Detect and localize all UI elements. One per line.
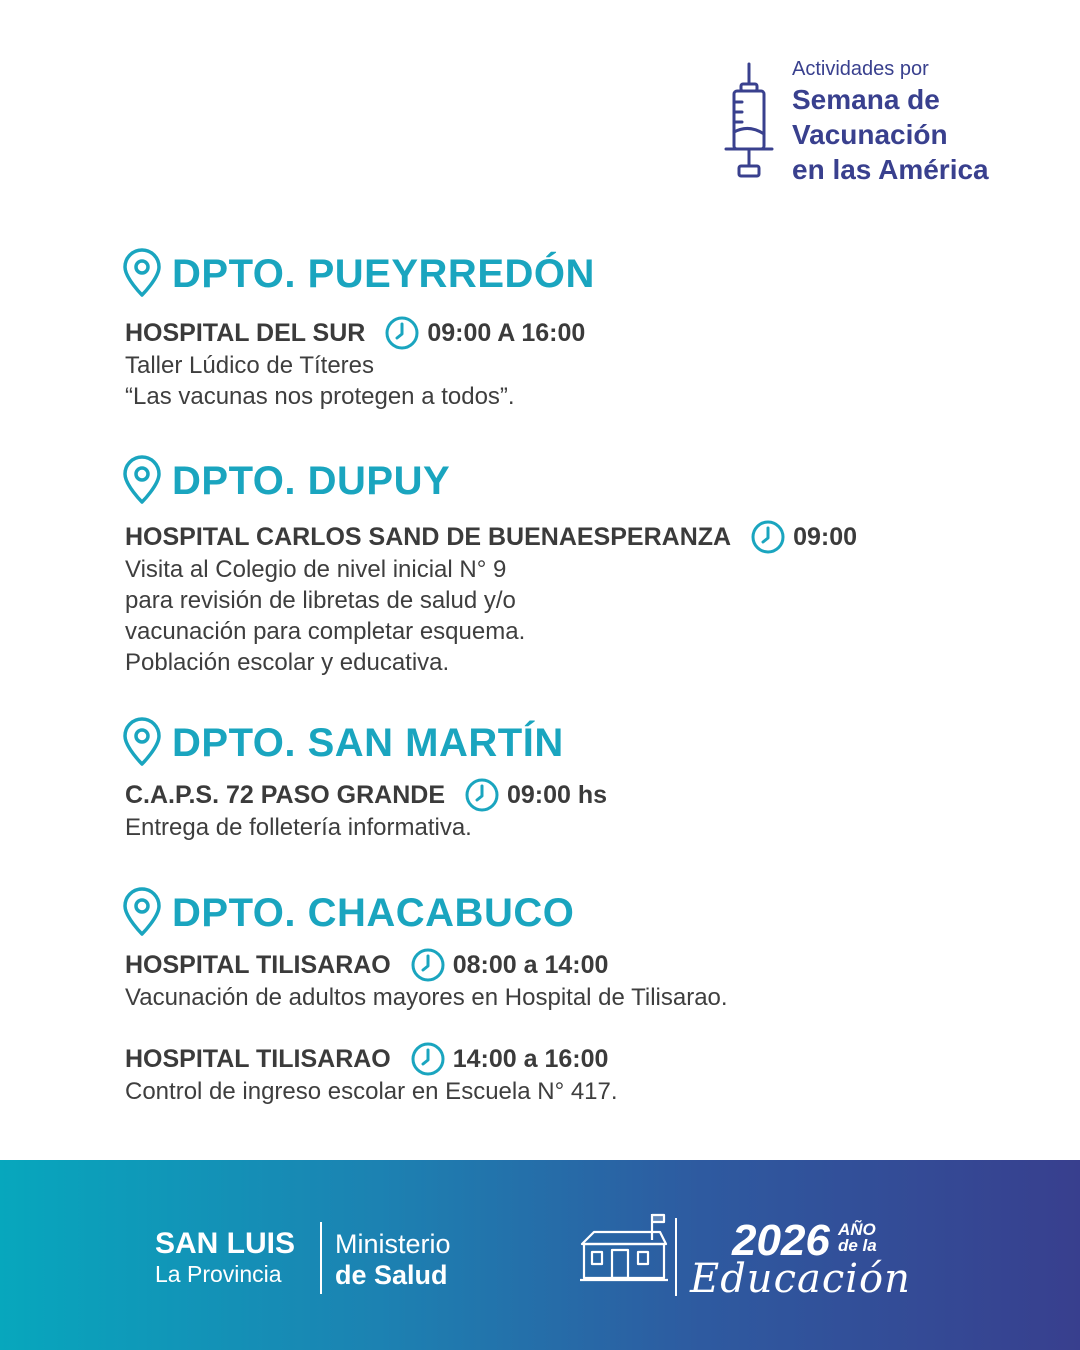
year-tag-line1: AÑO — [838, 1220, 876, 1239]
ministry-logo — [335, 1228, 451, 1290]
event-place: HOSPITAL CARLOS SAND DE BUENAESPERANZA — [125, 522, 732, 551]
section-title: DPTO. PUEYRREDÓN — [172, 252, 595, 296]
year-tag — [838, 1222, 877, 1254]
school-building-icon — [578, 1210, 668, 1290]
year-script: Educación — [690, 1256, 911, 1302]
event-place: C.A.P.S. 72 PASO GRANDE — [125, 780, 445, 809]
event-description-line: Taller Lúdico de Títeres — [125, 352, 375, 379]
event-place: HOSPITAL DEL SUR — [125, 318, 366, 347]
event-time: 14:00 a 16:00 — [452, 1044, 609, 1073]
section-header — [120, 455, 1020, 507]
location-pin-icon — [120, 887, 164, 937]
event-item — [125, 1042, 1020, 1107]
event-time: 08:00 a 14:00 — [452, 950, 609, 979]
event-time: 09:00 hs — [507, 780, 608, 809]
section-header — [120, 248, 1020, 300]
ministry-line1: Ministerio — [335, 1229, 451, 1259]
section-header — [120, 887, 1020, 939]
event-item — [125, 520, 1020, 678]
location-pin-icon — [120, 717, 164, 767]
badge-kicker: Actividades por — [792, 58, 929, 80]
clock-icon — [751, 520, 785, 554]
location-pin-icon — [120, 248, 164, 298]
syringe-icon — [722, 62, 778, 182]
event-description-line: Control de ingreso escolar en Escuela N° 417. — [125, 1078, 618, 1105]
event-description-line: Visita al Colegio de nivel inicial N° 9 — [125, 556, 507, 583]
footer-banner — [0, 1160, 1080, 1350]
section-chacabuco — [120, 887, 1020, 1107]
section-san-martin — [120, 717, 1020, 843]
event-description-line: Vacunación de adultos mayores en Hospital de Tilisarao. — [125, 984, 728, 1011]
event-place: HOSPITAL TILISARAO — [125, 1044, 391, 1073]
san-luis-logo — [155, 1228, 295, 1288]
badge-title-line3: en las América — [792, 154, 989, 185]
logo-divider — [675, 1218, 677, 1296]
event-heading — [125, 778, 1020, 812]
event-heading — [125, 1042, 1020, 1076]
section-pueyrredon — [120, 248, 1020, 412]
clock-icon — [411, 1042, 445, 1076]
event-heading — [125, 316, 1020, 350]
event-description-line: “Las vacunas nos protegen a todos”. — [125, 383, 515, 410]
clock-icon — [465, 778, 499, 812]
section-dupuy — [120, 455, 1020, 678]
clock-icon — [385, 316, 419, 350]
campaign-badge — [722, 58, 1042, 193]
event-description-line: Entrega de folletería informativa. — [125, 814, 472, 841]
event-description-line: vacunación para completar esquema. — [125, 618, 526, 645]
ministry-line2: de Salud — [335, 1260, 448, 1290]
badge-title-line2: Vacunación — [792, 119, 948, 150]
event-item — [125, 948, 1020, 1013]
event-item — [125, 778, 1020, 843]
event-description-line: para revisión de libretas de salud y/o — [125, 587, 516, 614]
brand-line1: SAN LUIS — [155, 1227, 296, 1260]
year-tag-line2: de la — [838, 1236, 877, 1255]
event-heading — [125, 948, 1020, 982]
brand-line2: La Provincia — [155, 1261, 282, 1287]
event-item — [125, 316, 1020, 412]
event-place: HOSPITAL TILISARAO — [125, 950, 391, 979]
section-title: DPTO. DUPUY — [172, 459, 451, 503]
location-pin-icon — [120, 455, 164, 505]
event-time: 09:00 A 16:00 — [427, 318, 586, 347]
year-number: 2026 — [732, 1216, 830, 1265]
badge-title-line1: Semana de — [792, 84, 940, 115]
section-title: DPTO. CHACABUCO — [172, 891, 575, 935]
section-title: DPTO. SAN MARTÍN — [172, 721, 564, 765]
event-time: 09:00 — [793, 522, 858, 551]
event-heading — [125, 520, 1020, 554]
clock-icon — [411, 948, 445, 982]
event-description-line: Población escolar y educativa. — [125, 649, 450, 676]
section-header — [120, 717, 1020, 769]
logo-divider — [320, 1222, 322, 1294]
